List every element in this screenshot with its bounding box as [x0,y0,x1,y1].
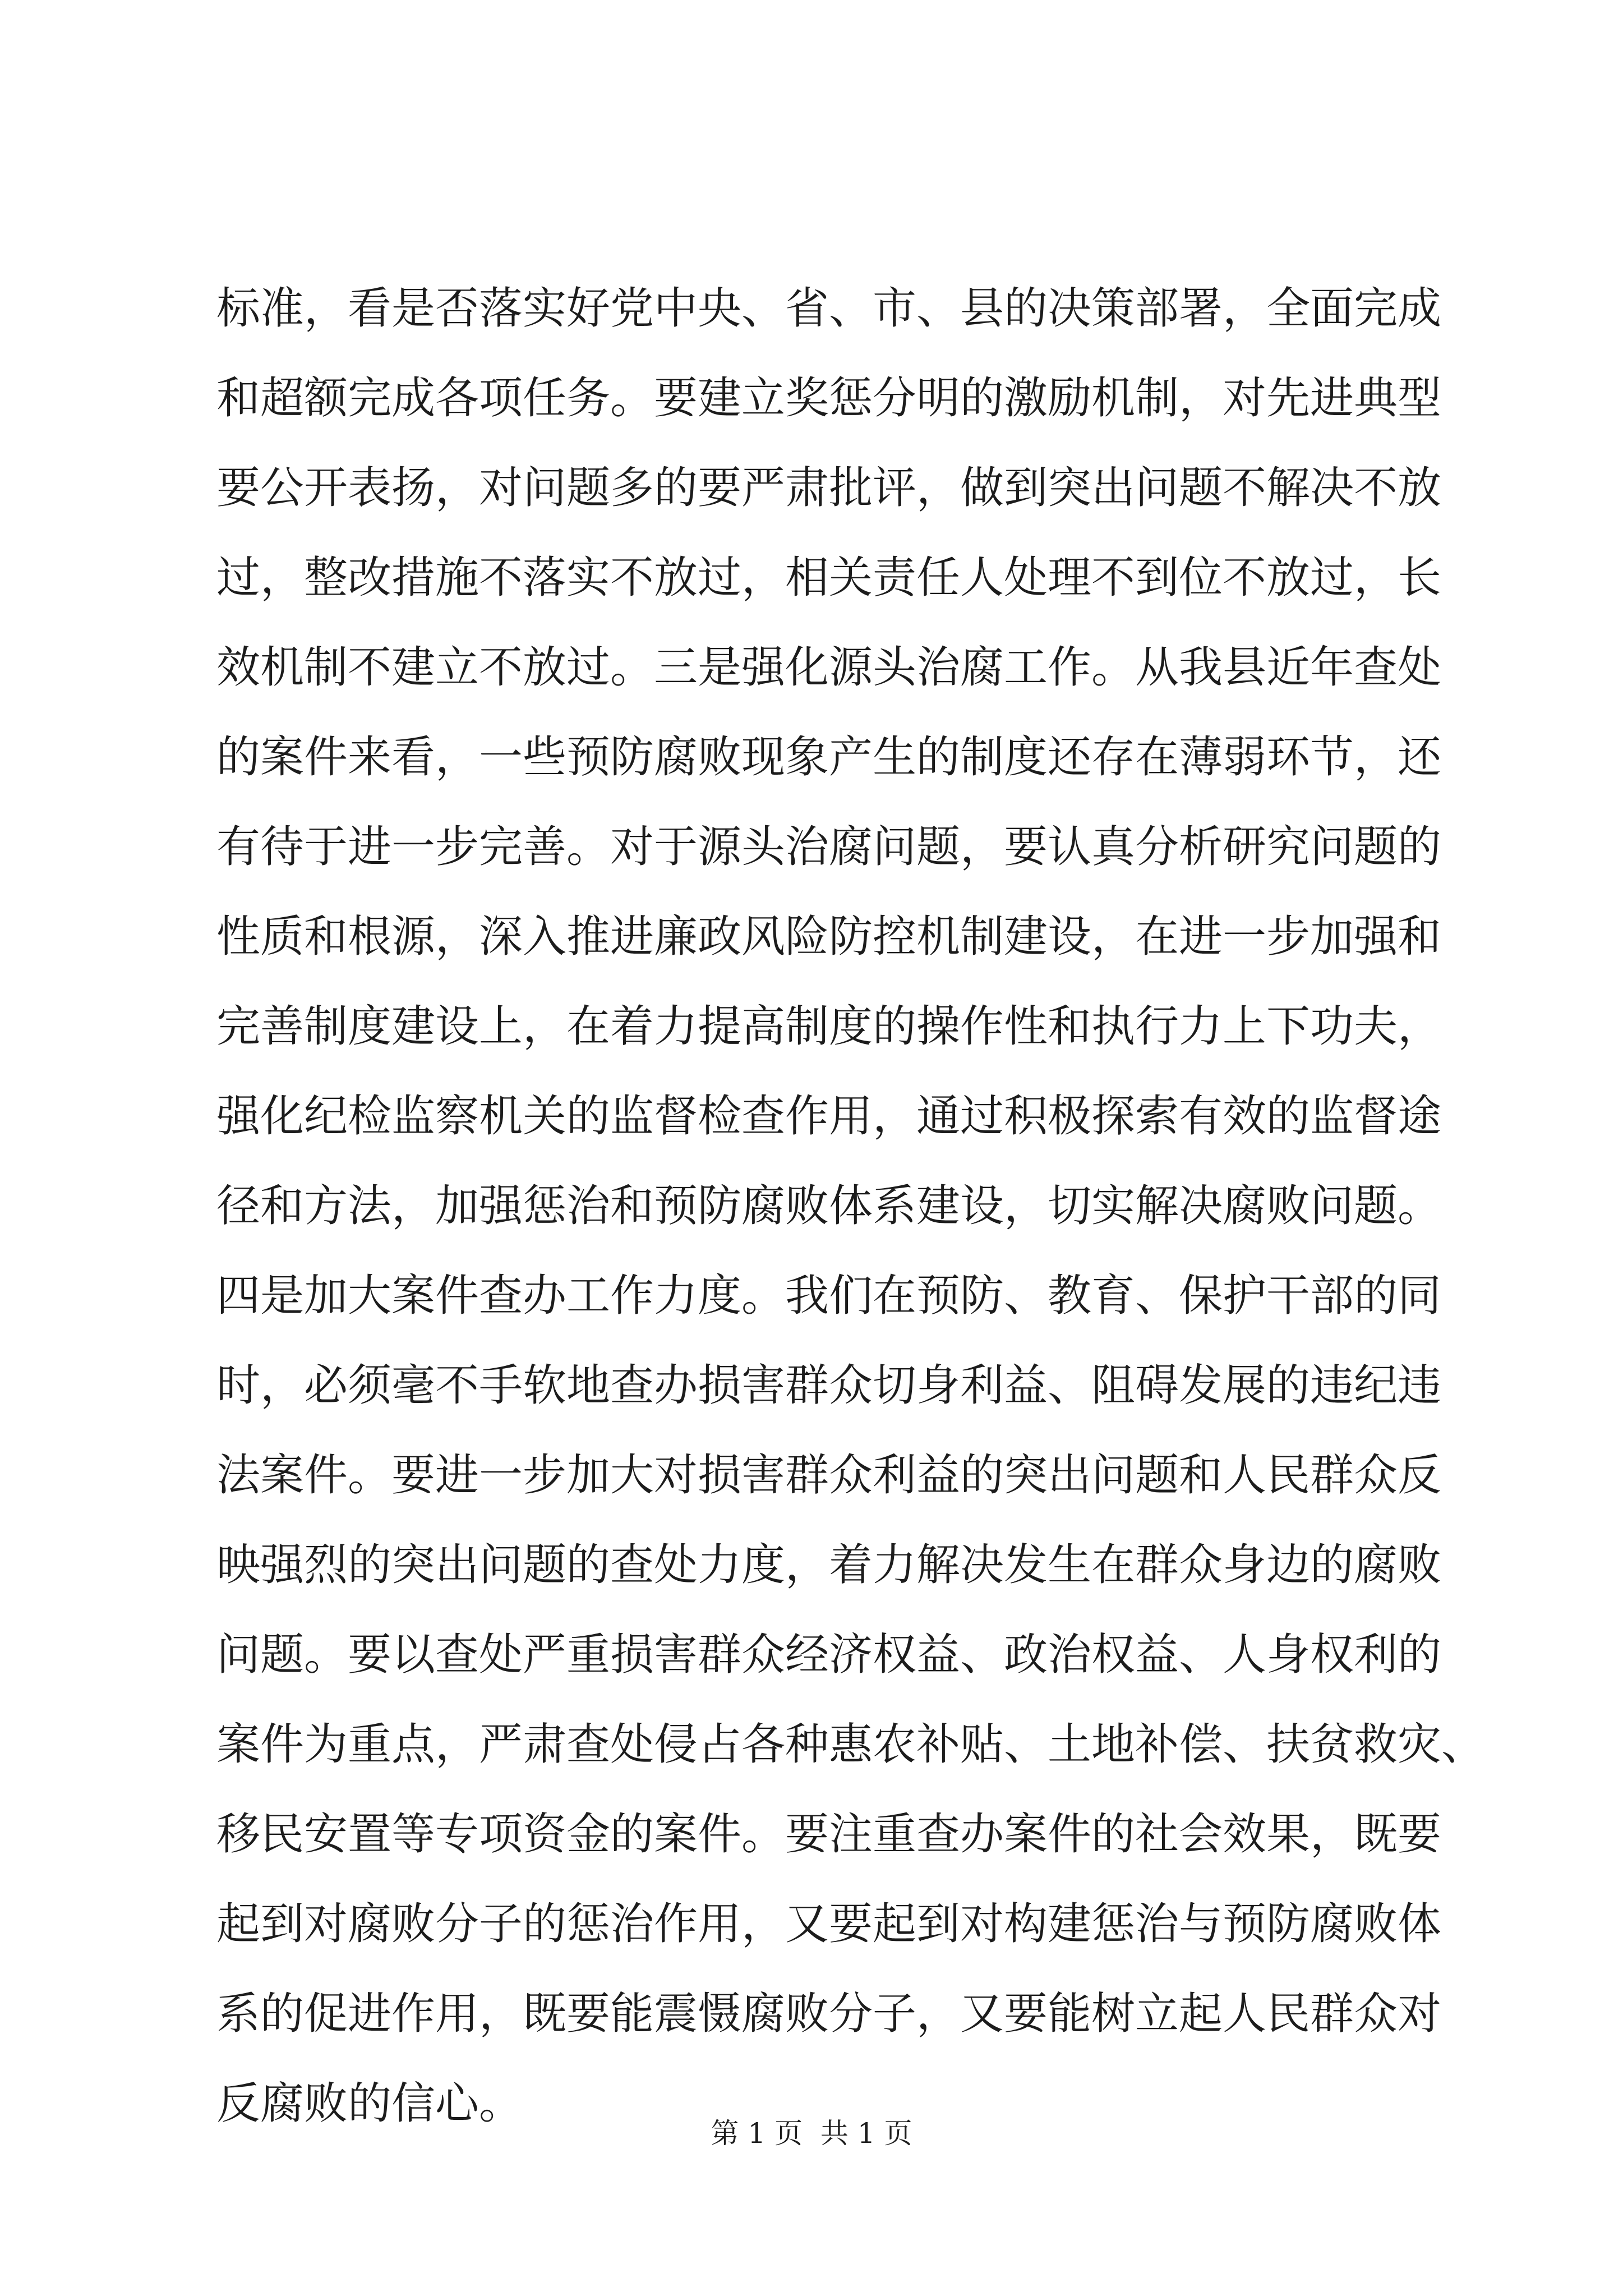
text-line: 强化纪检监察机关的监督检查作用，通过积极探索有效的监督途 [216,1091,1442,1142]
text-line: 时，必须毫不手软地查办损害群众切身利益、阻碍发展的违纪违 [216,1360,1442,1411]
text-line: 效机制不建立不放过。三是强化源头治腐工作。从我县近年查处 [216,642,1442,693]
text-line: 系的促进作用，既要能震慑腐败分子，又要能树立起人民群众对 [216,1989,1442,2039]
text-line: 性质和根源，深入推进廉政风险防控机制建设，在进一步加强和 [216,912,1442,962]
text-line: 案件为重点，严肃查处侵占各种惠农补贴、土地补偿、扶贫救灾、 [216,1719,1486,1770]
page-number-footer: 第 1 页 共 1 页 [711,2117,912,2150]
text-line: 有待于进一步完善。对于源头治腐问题，要认真分析研究问题的 [216,822,1442,872]
text-line: 标准，看是否落实好党中央、省、市、县的决策部署，全面完成 [216,283,1442,334]
text-line: 和超额完成各项任务。要建立奖惩分明的激励机制，对先进典型 [216,373,1442,424]
text-line: 移民安置等专项资金的案件。要注重查办案件的社会效果，既要 [216,1809,1442,1860]
text-line: 映强烈的突出问题的查处力度，着力解决发生在群众身边的腐败 [216,1540,1442,1590]
text-line: 反腐败的信心。 [216,2078,523,2129]
text-line: 法案件。要进一步加大对损害群众利益的突出问题和人民群众反 [216,1450,1442,1501]
text-line: 四是加大案件查办工作力度。我们在预防、教育、保护干部的同 [216,1271,1442,1321]
text-line: 起到对腐败分子的惩治作用，又要起到对构建惩治与预防腐败体 [216,1899,1442,1949]
text-line: 过，整改措施不落实不放过，相关责任人处理不到位不放过，长 [216,553,1442,603]
text-line: 的案件来看，一些预防腐败现象产生的制度还存在薄弱环节，还 [216,732,1442,783]
body-text [216,264,1486,2148]
text-line: 问题。要以查处严重损害群众经济权益、政治权益、人身权利的 [216,1630,1442,1680]
text-line: 完善制度建设上，在着力提高制度的操作性和执行力上下功夫， [216,1001,1442,1052]
text-line: 要公开表扬，对问题多的要严肃批评，做到突出问题不解决不放 [216,463,1442,513]
text-line: 径和方法，加强惩治和预防腐败体系建设，切实解决腐败问题。 [216,1181,1442,1231]
